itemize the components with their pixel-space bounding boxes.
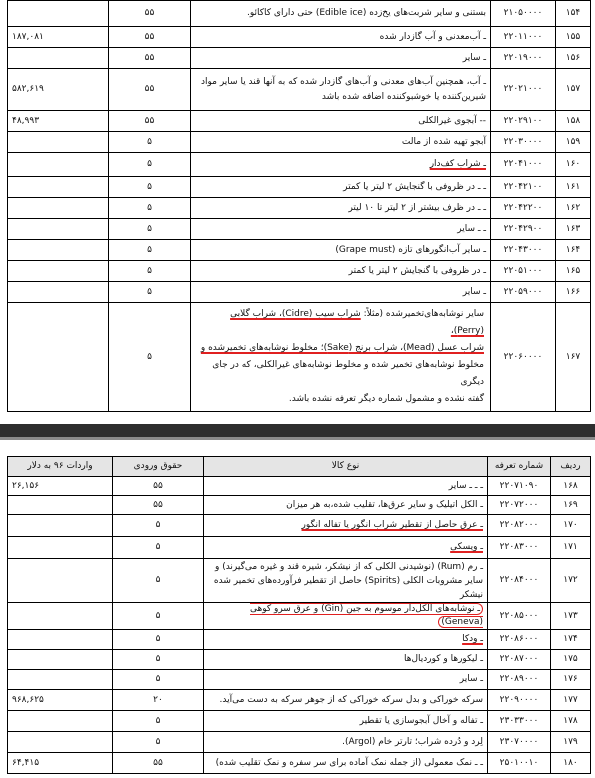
import-duty: ۵۵	[109, 111, 191, 132]
import-duty: ۵	[113, 559, 204, 603]
import-duty: ۵۵	[109, 48, 191, 69]
imports-value: ۴۸,۹۹۳	[8, 111, 109, 132]
tariff-code: ۲۲۰۵۱۰۰۰	[491, 261, 556, 282]
goods-description: -- آبجوی غیرالکلی	[191, 111, 491, 132]
row-number: ۱۶۰	[556, 153, 591, 177]
tariff-code: ۲۲۰۱۱۰۰۰	[491, 27, 556, 48]
imports-value	[8, 132, 109, 153]
import-duty: ۵	[113, 630, 204, 650]
goods-description: لِرد و دُرده شراب؛ تارتر خام (Argol).	[204, 732, 488, 753]
import-duty: ۵	[109, 132, 191, 153]
tariff-table-top	[7, 0, 591, 412]
import-duty: ۵	[109, 261, 191, 282]
goods-description: ـ آب، همچنین آب‌های معدنی و آب‌های گازدار شده که به آنها قند یا سایر مواد شیرین‌کننده یا خوشبوکننده اضافه شده باشد	[191, 69, 491, 111]
import-duty: ۵	[113, 732, 204, 753]
circled-text: ـ نوشابه‌های الکل‌دار موسوم به جین (Gin) و عرق سرو کوهی (Geneva)	[249, 604, 483, 627]
import-duty: ۵۵	[113, 477, 204, 496]
row-number: ۱۵۶	[556, 48, 591, 69]
tariff-code: ۲۲۰۸۳۰۰۰	[488, 537, 551, 559]
imports-value	[8, 650, 113, 670]
import-duty: ۵	[109, 240, 191, 261]
desc-line	[197, 340, 484, 357]
underlined-text: شراب سیب (Cidre)، شراب گلابی (Perry)،	[230, 309, 484, 336]
row-number: ۱۶۴	[556, 240, 591, 261]
imports-value: ۱۸۷,۰۸۱	[8, 27, 109, 48]
tariff-code: ۲۲۰۸۲۰۰۰	[488, 515, 551, 537]
underlined-text: ـ شراب کف‌دار	[429, 159, 486, 169]
import-duty: ۵	[113, 650, 204, 670]
row-number: ۱۶۲	[556, 198, 591, 219]
imports-value	[8, 537, 113, 559]
tariff-code: ۲۲۰۴۲۱۰۰	[491, 177, 556, 198]
table-row	[8, 690, 591, 711]
goods-description: ـ سایر	[191, 282, 491, 303]
table-row	[8, 477, 591, 496]
import-duty: ۵	[109, 219, 191, 240]
imports-value	[8, 177, 109, 198]
tariff-code: ۲۳۰۷۰۰۰۰	[488, 732, 551, 753]
table-row	[8, 177, 591, 198]
row-number: ۱۵۷	[556, 69, 591, 111]
table-row	[8, 496, 591, 515]
underlined-text: ـ ویسکی	[450, 542, 483, 552]
row-number: ۱۷۵	[551, 650, 591, 670]
imports-value	[8, 630, 113, 650]
import-duty: ۵	[109, 153, 191, 177]
imports-value: ۲۶,۱۵۶	[8, 477, 113, 496]
desc-line: مخلوط نوشابه‌های تخمیر شده و مخلوط نوشابه‌های غیرالکلی، که در جای دیگری	[212, 360, 484, 387]
table-row	[8, 48, 591, 69]
desc-line	[197, 306, 484, 340]
import-duty: ۲۰	[113, 690, 204, 711]
goods-description	[191, 303, 491, 412]
goods-description	[204, 603, 488, 630]
imports-value	[8, 198, 109, 219]
row-number: ۱۵۹	[556, 132, 591, 153]
table-row	[8, 219, 591, 240]
table-row	[8, 153, 591, 177]
imports-value	[8, 240, 109, 261]
goods-description: ـ لیکورها و کوردیال‌ها	[204, 650, 488, 670]
goods-description: ـ آب‌معدنی و آب گازدار شده	[191, 27, 491, 48]
imports-value	[8, 496, 113, 515]
table-row	[8, 559, 591, 603]
table-row	[8, 132, 591, 153]
imports-value	[8, 48, 109, 69]
table-row	[8, 69, 591, 111]
tariff-code: ۲۲۰۵۹۰۰۰	[491, 282, 556, 303]
row-number: ۱۷۰	[551, 515, 591, 537]
desc-text: سایر نوشابه‌های‌تخمیرشده (مثلاً:	[360, 309, 484, 319]
table-header-row	[8, 457, 591, 477]
underlined-text: شراب عسل (Mead)، شراب برنج (Sake)؛ مخلوط نوشابه‌های تخمیرشده و	[200, 343, 484, 353]
table-row	[8, 732, 591, 753]
tariff-code: ۲۲۰۳۰۰۰۰	[491, 132, 556, 153]
imports-value	[8, 670, 113, 690]
desc-line: گفته نشده و مشمول شماره دیگر تعرفه نشده باشد.	[288, 394, 484, 404]
tariff-code: ۲۲۰۴۲۲۰۰	[491, 198, 556, 219]
goods-description: ـ سایر آب‌انگورهای تازه (Grape must)	[191, 240, 491, 261]
imports-value: ۹۶۸,۶۲۵	[8, 690, 113, 711]
goods-description: ـ الکل اتیلیک و سایر عرق‌ها، تقلیب شده،به هر میزان	[204, 496, 488, 515]
import-duty: ۵	[113, 537, 204, 559]
table-row	[8, 240, 591, 261]
imports-value: ۵۸۲,۶۱۹	[8, 69, 109, 111]
import-duty: ۵	[113, 711, 204, 732]
goods-description	[204, 537, 488, 559]
underlined-text: ـ عرق حاصل از تقطیر شراب انگور یا تفاله انگور	[301, 520, 483, 530]
row-number: ۱۷۶	[551, 670, 591, 690]
header-imports: واردات ۹۶ به دلار	[8, 457, 113, 477]
table-row	[8, 27, 591, 48]
row-number: ۱۷۹	[551, 732, 591, 753]
import-duty: ۵	[113, 670, 204, 690]
table-row	[8, 261, 591, 282]
row-number: ۱۵۴	[556, 1, 591, 27]
tariff-code: ۲۲۰۴۱۰۰۰	[491, 153, 556, 177]
imports-value	[8, 732, 113, 753]
import-duty: ۵۵	[113, 496, 204, 515]
import-duty: ۵	[113, 515, 204, 537]
imports-value	[8, 603, 113, 630]
table-row	[8, 282, 591, 303]
row-number: ۱۶۹	[551, 496, 591, 515]
row-number: ۱۷۸	[551, 711, 591, 732]
goods-description: ـ ـ در ظروفی با گنجایش ۲ لیتر یا کمتر	[191, 177, 491, 198]
import-duty: ۵۵	[109, 27, 191, 48]
row-number: ۱۶۵	[556, 261, 591, 282]
table-row	[8, 603, 591, 630]
row-number: ۱۶۳	[556, 219, 591, 240]
row-number: ۱۶۱	[556, 177, 591, 198]
table-row	[8, 670, 591, 690]
goods-description: ـ در ظروفی با گنجایش ۲ لیتر یا کمتر	[191, 261, 491, 282]
row-number: ۱۷۳	[551, 603, 591, 630]
table-row	[8, 650, 591, 670]
imports-value	[8, 219, 109, 240]
goods-description: ـ سایر	[191, 48, 491, 69]
imports-value	[8, 1, 109, 27]
import-duty: ۵	[109, 282, 191, 303]
goods-description: سرکه خوراکی و بدل سرکه خوراکی که از جوهر سرکه به دست می‌آید.	[204, 690, 488, 711]
header-goods-type: نوع کالا	[204, 457, 488, 477]
imports-value	[8, 711, 113, 732]
tariff-code: ۲۲۰۶۰۰۰۰	[491, 303, 556, 412]
goods-description: ـ ـ در ظرف بیشتر از ۲ لیتر تا ۱۰ لیتر	[191, 198, 491, 219]
goods-description: بستنی و سایر شربت‌های یخ‌زده (Edible ice) حتی دارای کاکائو.	[191, 1, 491, 27]
tariff-code: ۲۳۰۳۳۰۰۰	[488, 711, 551, 732]
tariff-code: ۲۲۰۸۶۰۰۰	[488, 630, 551, 650]
table-row	[8, 198, 591, 219]
row-number: ۱۷۷	[551, 690, 591, 711]
header-row-number: ردیف	[551, 457, 591, 477]
tariff-code: ۲۱۰۵۰۰۰۰	[491, 1, 556, 27]
row-number: ۱۶۷	[556, 303, 591, 412]
tariff-code: ۲۲۰۸۹۰۰۰	[488, 670, 551, 690]
goods-description: ـ سایر	[204, 670, 488, 690]
imports-value	[8, 282, 109, 303]
goods-description: آبجو تهیه شده از مالت	[191, 132, 491, 153]
imports-value	[8, 515, 113, 537]
page-separator-shadow	[0, 437, 595, 440]
tariff-code: ۲۲۰۸۷۰۰۰	[488, 650, 551, 670]
goods-description: ـ تفاله و آخال آبجوسازی یا تقطیر	[204, 711, 488, 732]
goods-description: ـ ـ نمک معمولی (از جمله نمک آماده برای سر سفره و نمک تقلیب شده)	[204, 753, 488, 774]
row-number: ۱۷۲	[551, 559, 591, 603]
tariff-code: ۲۲۰۲۱۰۰۰	[491, 69, 556, 111]
header-import-duty: حقوق ورودی	[113, 457, 204, 477]
tariff-code: ۲۲۰۸۴۰۰۰	[488, 559, 551, 603]
import-duty: ۵۵	[109, 1, 191, 27]
goods-description: ـ ـ سایر	[191, 219, 491, 240]
goods-description: ـ رم (Rum) (نوشیدنی الکلی که از نیشکر، شیره قند و غیره می‌گیرند) و سایر مشروبات الکلی (Spirits) حاصل از تقطیر فرآورده‌های تخمیر شده نیشکر	[204, 559, 488, 603]
row-number: ۱۶۸	[551, 477, 591, 496]
imports-value: ۶۴,۴۱۵	[8, 753, 113, 774]
row-number: ۱۵۵	[556, 27, 591, 48]
row-number: ۱۷۴	[551, 630, 591, 650]
tariff-code: ۲۲۰۷۱۰۹۰	[488, 477, 551, 496]
goods-description	[204, 630, 488, 650]
tariff-code: ۲۲۰۹۰۰۰۰	[488, 690, 551, 711]
underlined-text: ـ ودکا	[462, 634, 483, 644]
import-duty: ۵۵	[113, 753, 204, 774]
tariff-code: ۲۲۰۲۹۱۰۰	[491, 111, 556, 132]
table-row	[8, 515, 591, 537]
imports-value	[8, 261, 109, 282]
tariff-code: ۲۲۰۸۵۰۰۰	[488, 603, 551, 630]
table-row	[8, 111, 591, 132]
import-duty: ۵	[109, 198, 191, 219]
tariff-code: ۲۲۰۱۹۰۰۰	[491, 48, 556, 69]
row-number: ۱۵۸	[556, 111, 591, 132]
tariff-code: ۲۲۰۷۲۰۰۰	[488, 496, 551, 515]
imports-value	[8, 153, 109, 177]
goods-description: ـ ـ ـ سایر	[204, 477, 488, 496]
table-row	[8, 1, 591, 27]
import-duty: ۵۵	[109, 69, 191, 111]
tariff-code: ۲۵۰۱۰۰۱۰	[488, 753, 551, 774]
tariff-table-bottom	[7, 456, 591, 774]
imports-value	[8, 559, 113, 603]
row-number: ۱۷۱	[551, 537, 591, 559]
table-row	[8, 711, 591, 732]
goods-description	[204, 515, 488, 537]
import-duty: ۵	[109, 303, 191, 412]
row-number: ۱۶۶	[556, 282, 591, 303]
imports-value	[8, 303, 109, 412]
tariff-code: ۲۲۰۴۲۹۰۰	[491, 219, 556, 240]
goods-description	[191, 153, 491, 177]
table-row	[8, 630, 591, 650]
row-number: ۱۸۰	[551, 753, 591, 774]
table-row	[8, 537, 591, 559]
tariff-code: ۲۲۰۴۳۰۰۰	[491, 240, 556, 261]
import-duty: ۵	[109, 177, 191, 198]
import-duty: ۵	[113, 603, 204, 630]
header-tariff-code: شماره تعرفه	[488, 457, 551, 477]
page-separator	[0, 424, 595, 437]
table-row	[8, 753, 591, 774]
table-row	[8, 303, 591, 412]
